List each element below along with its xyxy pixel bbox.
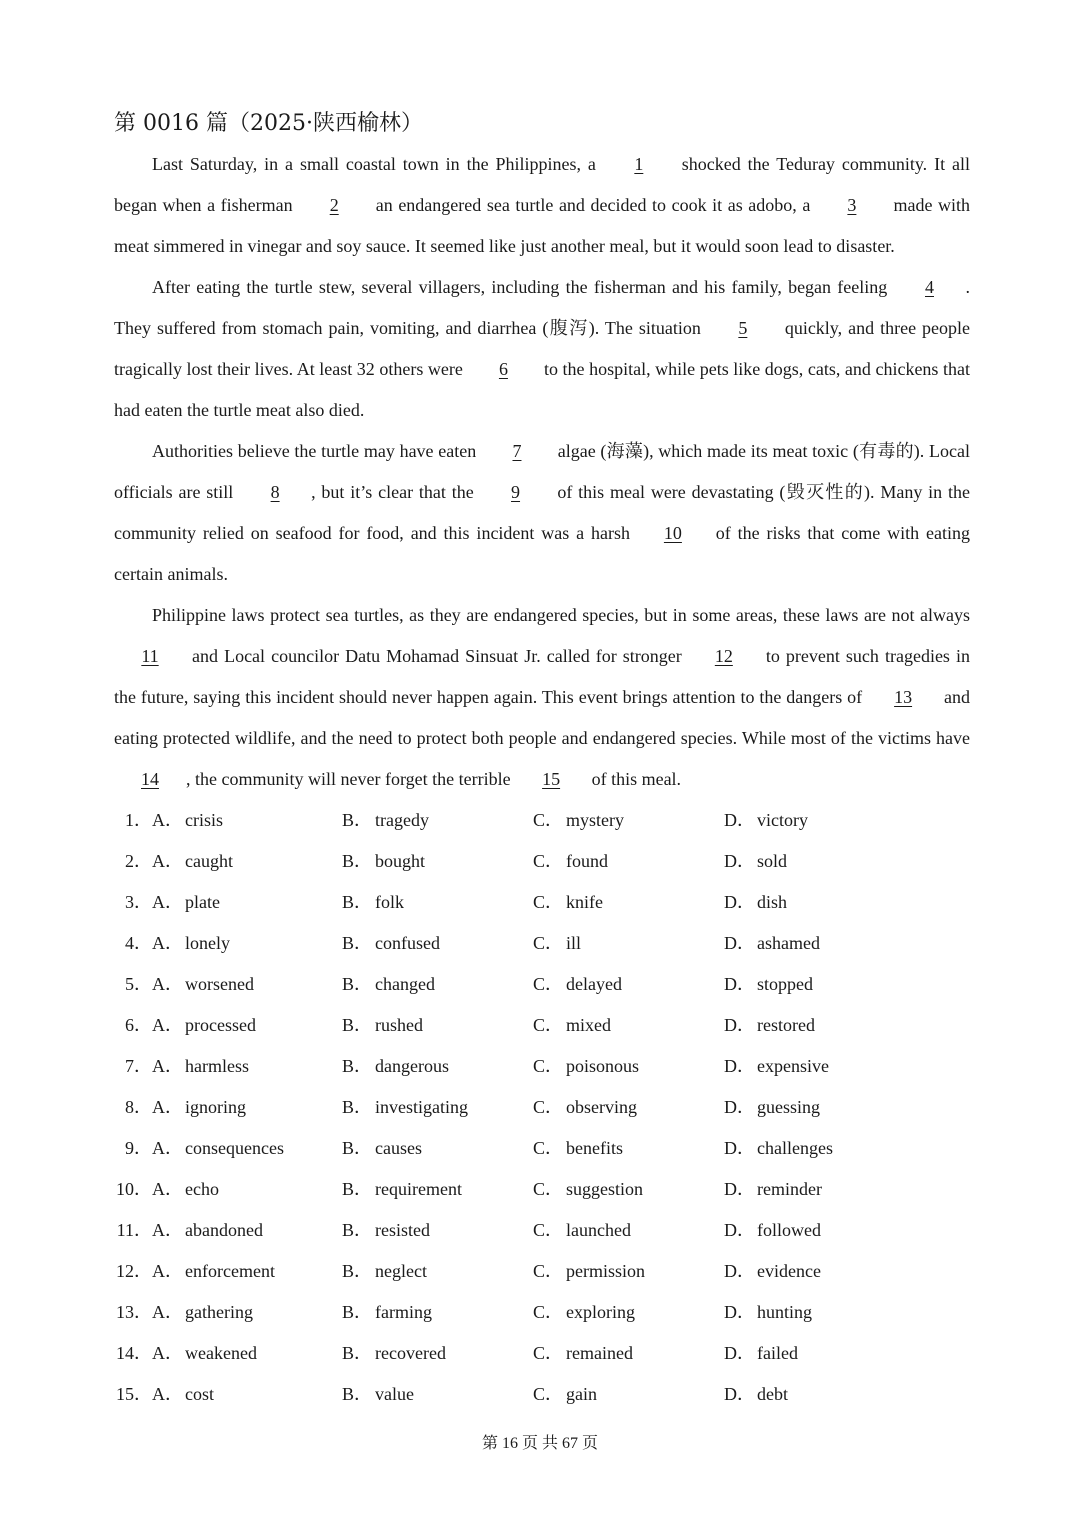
answer-blank[interactable]: 8 <box>270 482 280 502</box>
option-letter: C． <box>533 1220 564 1240</box>
option-text: abandoned <box>185 1220 263 1240</box>
passage-text: , the community will never forget the terrible <box>186 769 516 789</box>
option-b[interactable] <box>342 1210 533 1251</box>
passage-text: and Local councilor Datu Mohamad Sinsuat Jr. called for stronger <box>186 646 688 666</box>
question-number: 5． <box>125 974 152 994</box>
passage-text: algae (海藻), which made its meat toxic (有毒的). Local officials are still <box>114 441 971 502</box>
answer-blank[interactable]: 11 <box>141 646 159 666</box>
option-letter: C． <box>533 1138 564 1158</box>
option-text: ill <box>566 933 582 953</box>
option-letter: D． <box>724 1138 755 1158</box>
option-d[interactable] <box>724 1169 915 1210</box>
option-text: lonely <box>185 933 230 953</box>
option-d[interactable] <box>724 800 915 841</box>
passage-paragraph <box>114 595 970 800</box>
option-text: processed <box>185 1015 256 1035</box>
question-number: 7． <box>125 1056 152 1076</box>
option-d[interactable] <box>724 1005 915 1046</box>
passage-text: Authorities believe the turtle may have eaten <box>152 441 481 461</box>
option-d[interactable] <box>724 841 915 882</box>
option-text: debt <box>757 1384 788 1404</box>
question-number: 13． <box>116 1302 152 1322</box>
question-row <box>114 841 970 882</box>
answer-blank[interactable]: 12 <box>714 646 733 666</box>
option-letter: B． <box>342 1220 373 1240</box>
option-text: suggestion <box>566 1179 644 1199</box>
option-text: changed <box>375 974 435 994</box>
option-letter: C． <box>533 1261 564 1281</box>
option-letter: A． <box>152 1015 183 1035</box>
option-text: benefits <box>566 1138 623 1158</box>
question-number: 2． <box>125 851 152 871</box>
option-letter: A． <box>152 1261 183 1281</box>
option-letter: A． <box>152 851 183 871</box>
option-c[interactable] <box>533 1046 724 1087</box>
option-letter: D． <box>724 1384 755 1404</box>
question-number: 1． <box>125 810 152 830</box>
option-letter: B． <box>342 933 373 953</box>
option-text: investigating <box>375 1097 468 1117</box>
question-row <box>114 1087 970 1128</box>
option-text: evidence <box>757 1261 821 1281</box>
option-letter: A． <box>152 974 183 994</box>
answer-blank[interactable]: 9 <box>511 482 521 502</box>
option-text: recovered <box>375 1343 446 1363</box>
option-text: knife <box>566 892 603 912</box>
question-row <box>114 800 970 841</box>
answer-blank[interactable]: 10 <box>663 523 682 543</box>
answer-blank[interactable]: 13 <box>894 687 913 707</box>
answer-blank[interactable]: 4 <box>925 277 934 297</box>
option-b[interactable] <box>342 1169 533 1210</box>
option-letter: C． <box>533 1015 564 1035</box>
option-text: poisonous <box>566 1056 640 1076</box>
answer-blank[interactable]: 2 <box>329 195 339 215</box>
option-letter: B． <box>342 1261 373 1281</box>
option-text: ignoring <box>185 1097 246 1117</box>
option-letter: C． <box>533 1343 564 1363</box>
question-number: 14． <box>116 1343 152 1363</box>
option-letter: D． <box>724 1056 755 1076</box>
option-letter: D． <box>724 1343 755 1363</box>
option-text: plate <box>185 892 220 912</box>
option-letter: B． <box>342 974 373 994</box>
option-text: caught <box>185 851 233 871</box>
option-letter: C． <box>533 1302 564 1322</box>
option-text: guessing <box>757 1097 820 1117</box>
question-row <box>114 1210 970 1251</box>
answer-blank[interactable]: 1 <box>634 154 644 174</box>
option-text: folk <box>375 892 404 912</box>
passage-body <box>114 144 970 800</box>
option-letter: C． <box>533 1097 564 1117</box>
options-list <box>114 800 970 1415</box>
option-text: failed <box>757 1343 798 1363</box>
option-letter: D． <box>724 933 755 953</box>
option-c[interactable] <box>533 1128 724 1169</box>
passage-text: to the hospital, while pets like dogs, cats, and chickens that had eaten the turtle meat also died. <box>114 359 970 420</box>
option-text: gain <box>566 1384 597 1404</box>
answer-blank[interactable]: 7 <box>512 441 522 461</box>
option-b[interactable] <box>342 923 533 964</box>
option-d[interactable] <box>724 1374 915 1415</box>
option-letter: D． <box>724 851 755 871</box>
option-a[interactable] <box>152 923 342 964</box>
option-text: farming <box>375 1302 432 1322</box>
option-letter: C． <box>533 933 564 953</box>
option-c[interactable] <box>533 1374 724 1415</box>
option-letter: B． <box>342 1179 373 1199</box>
option-c[interactable] <box>533 1087 724 1128</box>
question-row <box>114 1333 970 1374</box>
passage-text: After eating the turtle stew, several villagers, including the fisherman and his family, began feeling <box>152 277 894 297</box>
option-text: worsened <box>185 974 254 994</box>
option-a[interactable] <box>152 882 342 923</box>
option-letter: D． <box>724 810 755 830</box>
option-text: enforcement <box>185 1261 275 1281</box>
option-letter: D． <box>724 1015 755 1035</box>
option-letter: B． <box>342 1343 373 1363</box>
passage-text: an endangered sea turtle and decided to cook it as adobo, a <box>370 195 816 215</box>
option-text: causes <box>375 1138 422 1158</box>
option-b[interactable] <box>342 1292 533 1333</box>
option-letter: B． <box>342 851 373 871</box>
option-text: remained <box>566 1343 633 1363</box>
option-a[interactable] <box>152 1333 342 1374</box>
passage-text: quickly, and three people tragically lost their lives. At least 32 others were <box>114 318 971 379</box>
question-row <box>114 1374 970 1415</box>
page-footer: 第 16 页 共 67 页 <box>481 1435 598 1452</box>
option-letter: D． <box>724 974 755 994</box>
passage-paragraph <box>114 431 970 595</box>
passage-title: 第 0016 篇（2025·陕西榆林） <box>114 111 423 136</box>
option-text: expensive <box>757 1056 829 1076</box>
option-letter: A． <box>152 1179 183 1199</box>
option-letter: C． <box>533 1056 564 1076</box>
option-c[interactable] <box>533 1210 724 1251</box>
option-b[interactable] <box>342 1087 533 1128</box>
option-letter: B． <box>342 1384 373 1404</box>
passage-text: made with meat simmered in vinegar and soy sauce. It seemed like just another meal, but it would soon lead to disaster. <box>114 195 971 256</box>
question-row <box>114 1169 970 1210</box>
option-text: dish <box>757 892 788 912</box>
passage-paragraph <box>114 267 970 431</box>
option-b[interactable] <box>342 800 533 841</box>
option-letter: B． <box>342 1056 373 1076</box>
option-a[interactable] <box>152 841 342 882</box>
option-d[interactable] <box>724 1251 915 1292</box>
answer-blank[interactable]: 15 <box>542 769 561 789</box>
option-c[interactable] <box>533 1169 724 1210</box>
option-b[interactable] <box>342 841 533 882</box>
passage-text: . They suffered from stomach pain, vomiting, and diarrhea (腹泻). The situation <box>114 277 970 338</box>
option-text: delayed <box>566 974 622 994</box>
option-text: tragedy <box>375 810 429 830</box>
option-b[interactable] <box>342 882 533 923</box>
option-text: found <box>566 851 608 871</box>
answer-blank[interactable]: 6 <box>498 359 508 379</box>
option-letter: B． <box>342 1097 373 1117</box>
option-letter: A． <box>152 1097 183 1117</box>
option-text: restored <box>757 1015 815 1035</box>
option-text: mixed <box>566 1015 611 1035</box>
option-d[interactable] <box>724 1210 915 1251</box>
option-c[interactable] <box>533 1005 724 1046</box>
option-d[interactable] <box>724 923 915 964</box>
option-letter: C． <box>533 1384 564 1404</box>
passage-text: , but it’s clear that the <box>311 482 480 502</box>
option-a[interactable] <box>152 800 342 841</box>
option-text: sold <box>757 851 788 871</box>
option-text: resisted <box>375 1220 430 1240</box>
option-b[interactable] <box>342 1251 533 1292</box>
option-text: launched <box>566 1220 631 1240</box>
option-letter: A． <box>152 1343 183 1363</box>
option-letter: B． <box>342 810 373 830</box>
question-row <box>114 923 970 964</box>
option-c[interactable] <box>533 923 724 964</box>
question-number: 12． <box>116 1261 152 1281</box>
option-letter: B． <box>342 1302 373 1322</box>
option-letter: A． <box>152 1302 183 1322</box>
option-b[interactable] <box>342 1374 533 1415</box>
option-d[interactable] <box>724 1087 915 1128</box>
option-a[interactable] <box>152 964 342 1005</box>
question-row <box>114 1128 970 1169</box>
option-b[interactable] <box>342 1046 533 1087</box>
option-text: permission <box>566 1261 645 1281</box>
option-text: hunting <box>757 1302 813 1322</box>
question-number: 8． <box>125 1097 152 1117</box>
option-letter: A． <box>152 1220 183 1240</box>
question-row <box>114 882 970 923</box>
option-b[interactable] <box>342 964 533 1005</box>
option-a[interactable] <box>152 1292 342 1333</box>
option-d[interactable] <box>724 1292 915 1333</box>
option-a[interactable] <box>152 1128 342 1169</box>
option-text: mystery <box>566 810 624 830</box>
option-letter: D． <box>724 892 755 912</box>
option-text: requirement <box>375 1179 462 1199</box>
option-a[interactable] <box>152 1046 342 1087</box>
option-letter: D． <box>724 1179 755 1199</box>
answer-blank[interactable]: 5 <box>738 318 748 338</box>
option-b[interactable] <box>342 1333 533 1374</box>
option-text: rushed <box>375 1015 423 1035</box>
option-letter: B． <box>342 1138 373 1158</box>
answer-blank[interactable]: 14 <box>141 769 159 789</box>
option-letter: C． <box>533 851 564 871</box>
option-text: reminder <box>757 1179 822 1199</box>
question-number: 9． <box>125 1138 152 1158</box>
option-letter: A． <box>152 1056 183 1076</box>
passage-text: of this meal. <box>587 769 682 789</box>
option-text: dangerous <box>375 1056 449 1076</box>
answer-blank[interactable]: 3 <box>847 195 857 215</box>
option-text: value <box>375 1384 414 1404</box>
question-number: 10． <box>116 1179 152 1199</box>
option-letter: C． <box>533 974 564 994</box>
option-text: cost <box>185 1384 214 1404</box>
option-text: followed <box>757 1220 821 1240</box>
option-text: harmless <box>185 1056 249 1076</box>
question-number: 6． <box>125 1015 152 1035</box>
option-a[interactable] <box>152 1005 342 1046</box>
option-b[interactable] <box>342 1005 533 1046</box>
option-text: gathering <box>185 1302 253 1322</box>
question-number: 3． <box>125 892 152 912</box>
option-d[interactable] <box>724 964 915 1005</box>
option-b[interactable] <box>342 1128 533 1169</box>
option-a[interactable] <box>152 1374 342 1415</box>
option-letter: C． <box>533 892 564 912</box>
document-page <box>114 104 970 1415</box>
option-d[interactable] <box>724 882 915 923</box>
question-number: 4． <box>125 933 152 953</box>
option-c[interactable] <box>533 1292 724 1333</box>
option-letter: C． <box>533 810 564 830</box>
passage-text: shocked the Teduray community. It all began when a fisherman <box>114 154 970 215</box>
passage-text: to prevent such tragedies in the future, saying this incident should never happen again. This event brings attention to the dangers of <box>114 646 970 707</box>
question-row <box>114 1251 970 1292</box>
option-letter: D． <box>724 1302 755 1322</box>
question-number: 15． <box>116 1384 152 1404</box>
option-c[interactable] <box>533 964 724 1005</box>
option-text: bought <box>375 851 426 871</box>
passage-text: of this meal were devastating (毁灭性的). Many in the community relied on seafood for food, and this incident was a harsh <box>114 482 970 543</box>
option-text: echo <box>185 1179 219 1199</box>
option-c[interactable] <box>533 841 724 882</box>
question-row <box>114 1046 970 1087</box>
option-letter: A． <box>152 892 183 912</box>
option-c[interactable] <box>533 800 724 841</box>
option-a[interactable] <box>152 1251 342 1292</box>
option-a[interactable] <box>152 1210 342 1251</box>
passage-text: and eating protected wildlife, and the need to protect both people and endangered species. While most of the victims have <box>114 687 970 748</box>
option-text: ashamed <box>757 933 820 953</box>
question-row <box>114 1292 970 1333</box>
option-letter: A． <box>152 810 183 830</box>
option-letter: D． <box>724 1097 755 1117</box>
option-text: crisis <box>185 810 223 830</box>
option-text: victory <box>757 810 808 830</box>
option-letter: C． <box>533 1179 564 1199</box>
option-text: neglect <box>375 1261 427 1281</box>
passage-text: Philippine laws protect sea turtles, as they are endangered species, but in some areas, these laws are not always <box>152 605 970 625</box>
option-c[interactable] <box>533 1251 724 1292</box>
option-a[interactable] <box>152 1169 342 1210</box>
passage-paragraph <box>114 144 970 267</box>
option-d[interactable] <box>724 1128 915 1169</box>
option-letter: A． <box>152 1138 183 1158</box>
option-text: confused <box>375 933 440 953</box>
option-text: stopped <box>757 974 813 994</box>
option-letter: A． <box>152 1384 183 1404</box>
question-row <box>114 1005 970 1046</box>
question-row <box>114 964 970 1005</box>
option-text: weakened <box>185 1343 257 1363</box>
option-text: consequences <box>185 1138 284 1158</box>
option-c[interactable] <box>533 1333 724 1374</box>
option-letter: D． <box>724 1220 755 1240</box>
passage-text: Last Saturday, in a small coastal town in the Philippines, a <box>152 154 603 174</box>
option-a[interactable] <box>152 1087 342 1128</box>
option-text: observing <box>566 1097 637 1117</box>
question-number: 11． <box>116 1220 152 1240</box>
option-d[interactable] <box>724 1333 915 1374</box>
option-letter: D． <box>724 1261 755 1281</box>
option-d[interactable] <box>724 1046 915 1087</box>
option-text: exploring <box>566 1302 635 1322</box>
option-letter: A． <box>152 933 183 953</box>
option-letter: B． <box>342 892 373 912</box>
option-c[interactable] <box>533 882 724 923</box>
passage-text: of the risks that come with eating certain animals. <box>114 523 970 584</box>
option-text: challenges <box>757 1138 833 1158</box>
option-letter: B． <box>342 1015 373 1035</box>
